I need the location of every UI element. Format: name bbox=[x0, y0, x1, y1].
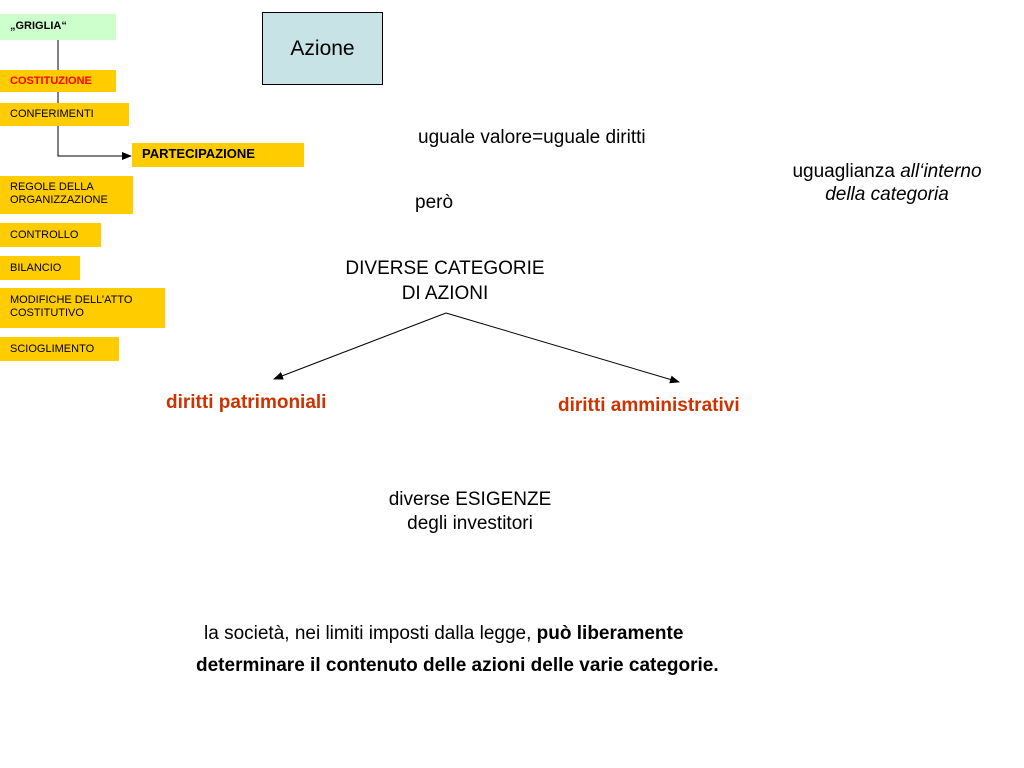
controllo-label: CONTROLLO bbox=[10, 229, 79, 241]
footer-bold-1: può liberamente bbox=[536, 623, 684, 644]
modifiche-box bbox=[0, 288, 165, 328]
uguaglianza-italic: all‘interno bbox=[900, 161, 982, 182]
griglia-label: „GRIGLIA“ bbox=[10, 20, 67, 32]
partecipazione-label: PARTECIPAZIONE bbox=[142, 146, 255, 161]
regole-label-line2: ORGANIZZAZIONE bbox=[10, 194, 108, 206]
esigenze-text bbox=[330, 488, 610, 536]
page-title: Azione bbox=[290, 36, 355, 60]
uguaglianza-text bbox=[758, 160, 1016, 206]
conferimenti-box bbox=[0, 103, 129, 126]
diverse-categorie-text bbox=[300, 256, 590, 306]
arrow-left-icon bbox=[274, 313, 446, 379]
bilancio-box bbox=[0, 256, 80, 280]
diritti-amministrativi: diritti amministrativi bbox=[558, 395, 740, 416]
controllo-box bbox=[0, 223, 101, 247]
scioglimento-box bbox=[0, 337, 119, 361]
connector-arrow-icon bbox=[58, 126, 131, 156]
diritti-patrimoniali: diritti patrimoniali bbox=[166, 392, 327, 413]
pero-text: però bbox=[415, 192, 454, 213]
diverse-line1: DIVERSE CATEGORIE bbox=[345, 258, 545, 279]
uguaglianza-line2: della categoria bbox=[825, 184, 949, 205]
conferimenti-label: CONFERIMENTI bbox=[10, 108, 94, 120]
uguale-text: uguale valore=uguale diritti bbox=[418, 127, 646, 148]
regole-box bbox=[0, 176, 133, 214]
arrow-right-icon bbox=[446, 313, 679, 382]
bilancio-label: BILANCIO bbox=[10, 262, 62, 274]
griglia-box bbox=[0, 14, 116, 40]
costituzione-label: COSTITUZIONE bbox=[10, 75, 92, 87]
esigenze-line2: degli investitori bbox=[407, 513, 533, 534]
diverse-line2: DI AZIONI bbox=[401, 283, 489, 304]
partecipazione-box bbox=[132, 143, 304, 167]
footer-bold-2: determinare il contenuto delle azioni delle varie categorie. bbox=[196, 655, 719, 676]
esigenze-line1: diverse ESIGENZE bbox=[388, 489, 552, 510]
title-box bbox=[262, 12, 383, 85]
modifiche-label-line2: COSTITUTIVO bbox=[10, 307, 84, 319]
costituzione-box bbox=[0, 70, 116, 92]
footer-normal: la società, nei limiti imposti dalla legge, bbox=[204, 623, 537, 644]
footer-text bbox=[196, 618, 719, 682]
modifiche-label-line1: MODIFICHE DELL’ATTO bbox=[10, 294, 133, 306]
uguaglianza-prefix: uguaglianza bbox=[792, 161, 901, 182]
scioglimento-label: SCIOGLIMENTO bbox=[10, 343, 95, 355]
regole-label-line1: REGOLE DELLA bbox=[10, 181, 94, 193]
